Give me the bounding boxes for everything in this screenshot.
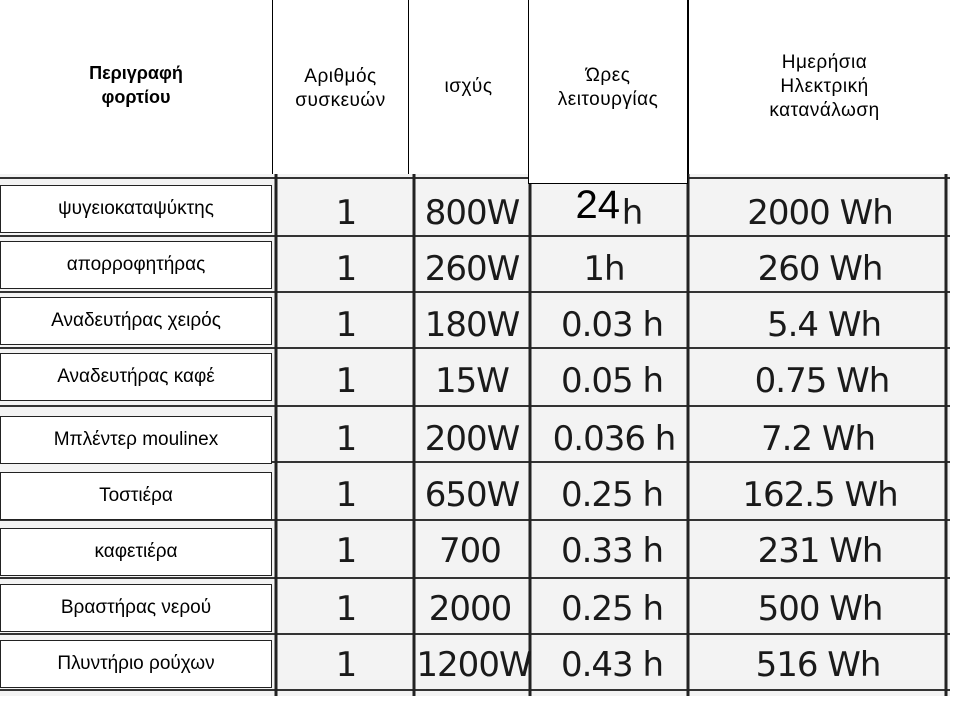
header-power: ισχύς (444, 76, 493, 97)
row8-power: 2000 (428, 589, 512, 629)
row8-hours: 0.25 h (560, 589, 664, 629)
header-device-count: Αριθμός συσκευών (295, 66, 386, 111)
row3-daily: 5.4 Wh (766, 305, 882, 345)
row4-hours: 0.05 h (560, 361, 664, 401)
row4-daily: 0.75 Wh (754, 361, 890, 401)
load-label: Αναδευτήρας καφέ (0, 353, 272, 401)
row7-count: 1 (335, 531, 357, 571)
row3-hours: 0.03 h (560, 305, 664, 345)
row5-power: 200W (424, 419, 520, 459)
row8-daily: 500 Wh (757, 589, 883, 629)
row1-daily: 2000 Wh (747, 193, 893, 233)
load-label: απορροφητήρας (0, 241, 272, 289)
row4-power: 15W (435, 361, 509, 401)
row2-daily: 260 Wh (757, 249, 883, 289)
row9-daily: 516 Wh (755, 645, 881, 685)
row3-power: 180W (424, 305, 520, 345)
row7-hours: 0.33 h (560, 531, 664, 571)
row9-count: 1 (335, 645, 357, 685)
load-label: καφετιέρα (0, 528, 272, 576)
header-daily-consumption: Ημερήσια Ηλεκτρική κατανάλωση (769, 52, 880, 121)
row5-daily: 7.2 Wh (760, 419, 876, 459)
load-label: Βραστήρας νερού (0, 584, 272, 632)
row4-count: 1 (335, 361, 357, 401)
load-label: Μπλέντερ moulinex (0, 416, 272, 464)
row2-hours: 1h (583, 249, 625, 289)
load-label: Τοστιέρα (0, 472, 272, 520)
row6-count: 1 (335, 475, 357, 515)
load-label: ψυγειοκαταψύκτης (0, 185, 272, 233)
row2-count: 1 (335, 249, 357, 289)
row2-power: 260W (424, 249, 520, 289)
load-label: Αναδευτήρας χειρός (0, 297, 272, 345)
row6-daily: 162.5 Wh (742, 475, 898, 515)
row1-count: 1 (335, 193, 357, 233)
header-description: Περιγραφή φορτίου (89, 63, 183, 107)
row6-power: 650W (424, 475, 520, 515)
load-label: Πλυντήριο ρούχων (0, 640, 272, 688)
row5-count: 1 (335, 419, 357, 459)
row7-daily: 231 Wh (757, 531, 883, 571)
row9-power: 1200W (416, 645, 532, 685)
row9-hours: 0.43 h (560, 645, 664, 685)
row1-hours-value: 24 (575, 183, 620, 227)
header-operating-hours: Ώρες λειτουργίας (528, 0, 688, 184)
row1-power: 800W (424, 193, 520, 233)
row1-hours-suffix: h (621, 193, 643, 233)
row7-power: 700 (439, 531, 501, 571)
row8-count: 1 (335, 589, 357, 629)
row5-hours: 0.036 h (552, 419, 676, 459)
row3-count: 1 (335, 305, 357, 345)
row6-hours: 0.25 h (560, 475, 664, 515)
